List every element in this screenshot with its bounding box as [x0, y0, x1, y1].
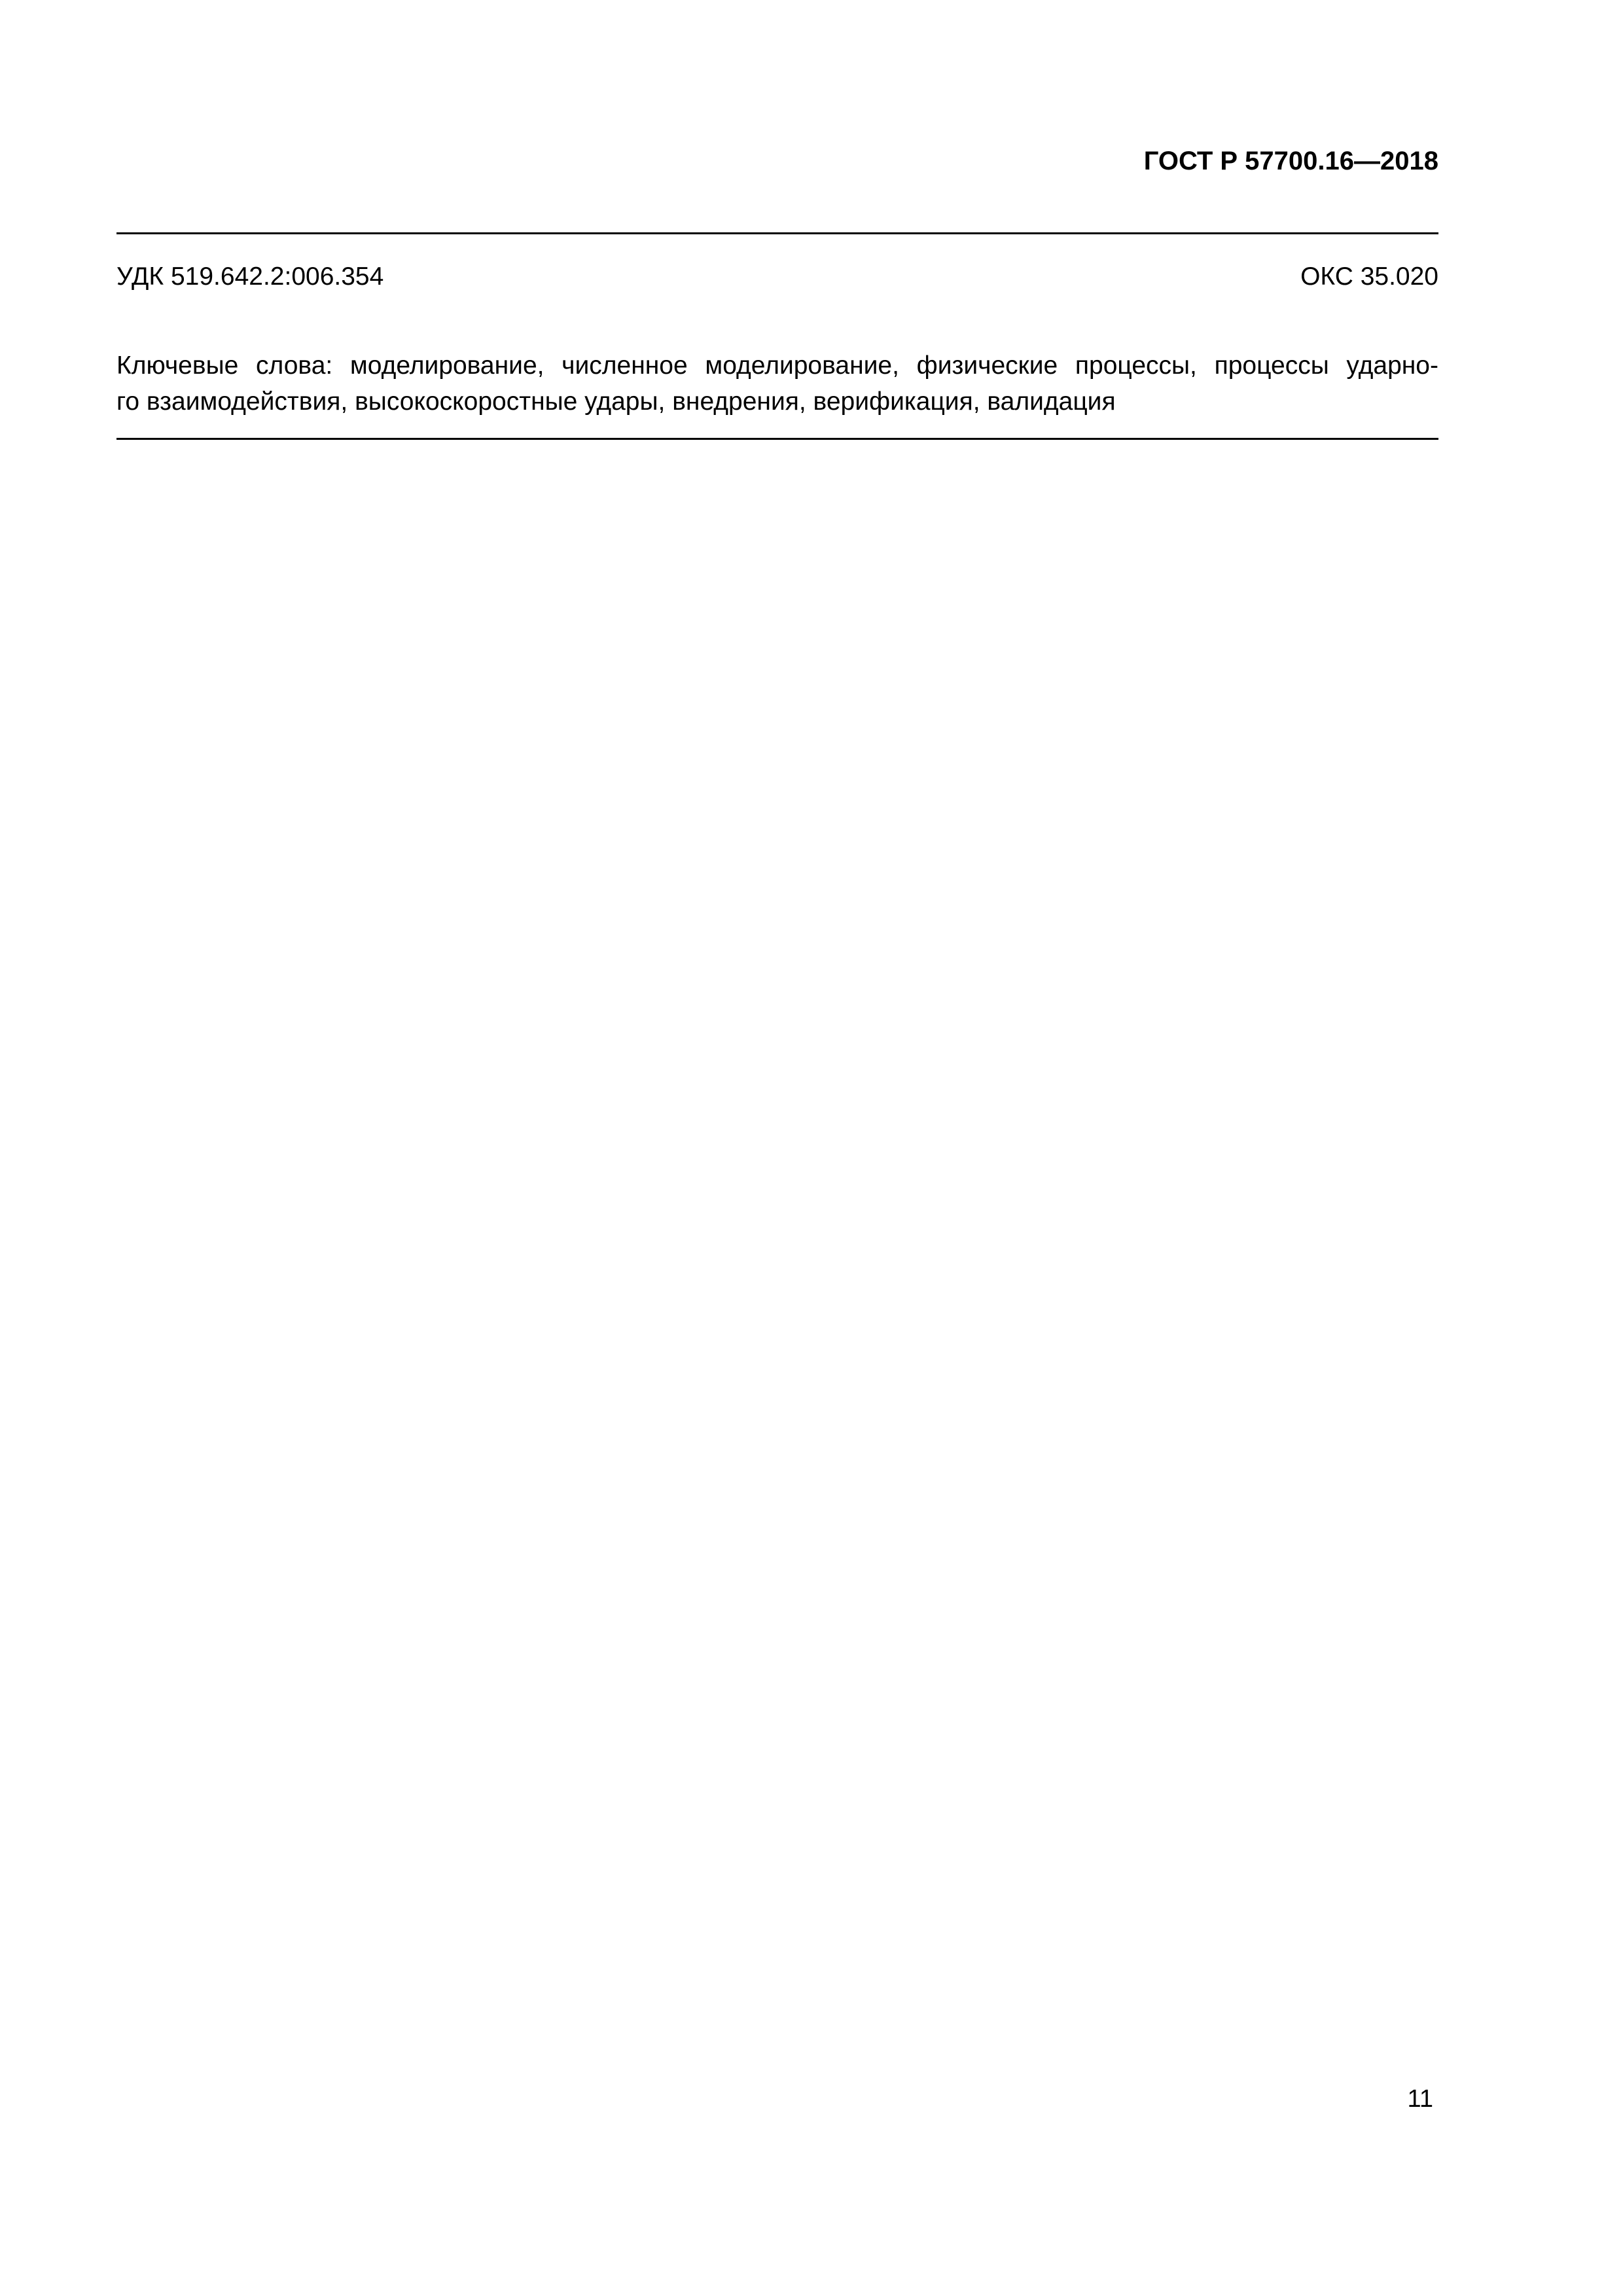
keywords-line-2: го взаимодействия, высокоскоростные удары, внедрения, верификация, валидация [116, 387, 1116, 416]
top-divider [116, 232, 1438, 234]
keywords-paragraph [116, 348, 1438, 420]
keywords-line-1: Ключевые слова: моделирование, численное моделирование, физические процессы, процессы ударно- [116, 351, 1438, 380]
oks-code: ОКС 35.020 [1300, 262, 1438, 291]
page-number: 11 [1407, 2085, 1433, 2113]
udk-code: УДК 519.642.2:006.354 [116, 262, 384, 291]
classification-row [116, 264, 1438, 289]
bottom-divider [116, 438, 1438, 440]
standard-code-header: ГОСТ Р 57700.16—2018 [1143, 147, 1438, 175]
